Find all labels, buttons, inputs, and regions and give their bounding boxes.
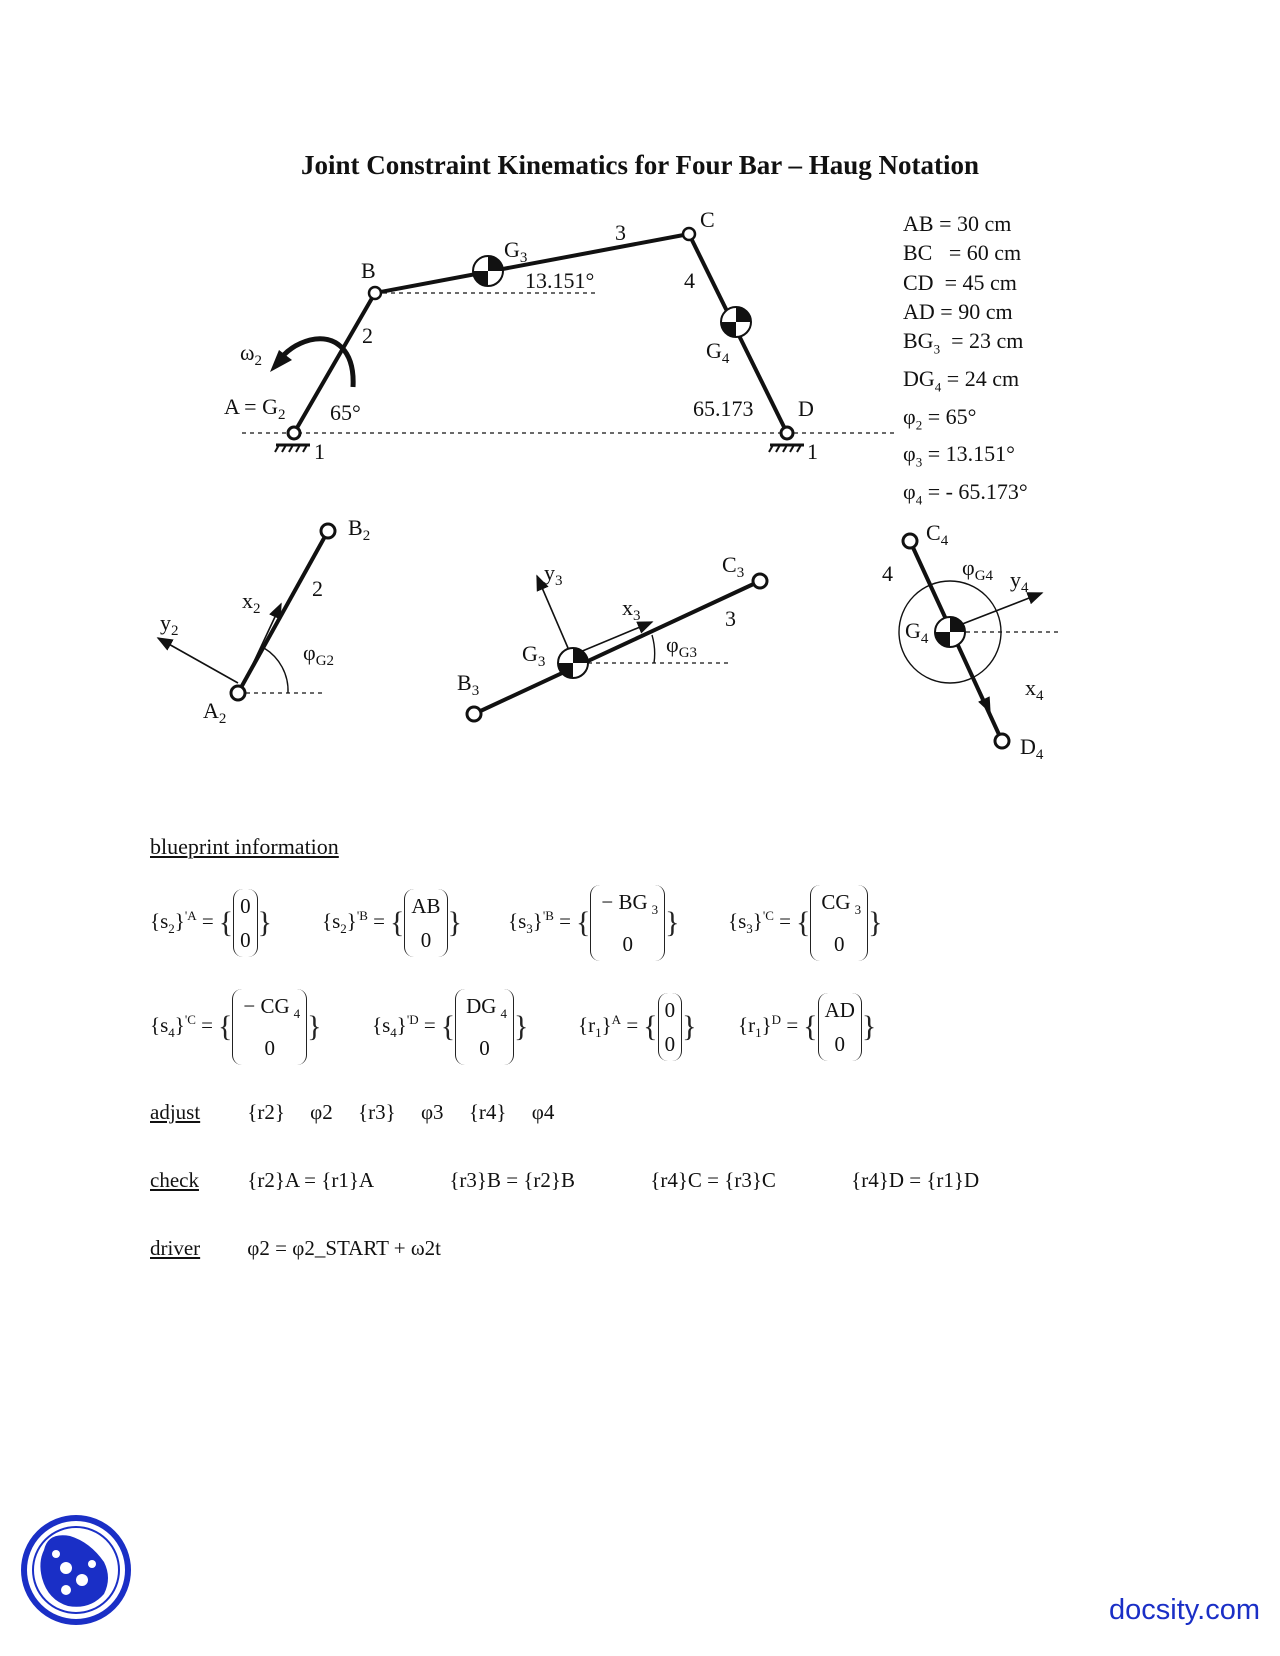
spec-dg4: $DG_4 = 24$ cm xyxy=(903,365,1020,395)
spec-ab: AB = 30 cm xyxy=(903,211,1012,236)
eq-s2-b: $\{s_2\}^{'B}$ = { AB 0 } xyxy=(322,888,462,958)
driver-heading: driver xyxy=(150,1236,201,1260)
driver-row xyxy=(150,1236,461,1261)
body-3-label-b: $B_3$ xyxy=(457,670,480,699)
label-omega: $\omega_2$ xyxy=(240,340,262,369)
body-4-y-axis xyxy=(952,593,1042,628)
label-ground-left: 1 xyxy=(314,439,325,464)
label-b: B xyxy=(361,258,376,283)
four-bar-linkage xyxy=(224,207,895,464)
page-title: Joint Constraint Kinematics for Four Bar – Haug Notation xyxy=(300,150,979,180)
body-4-label-phi: $\varphi_{G4}$ xyxy=(962,555,994,584)
body-4-joint-c xyxy=(903,534,917,548)
body-2-label-a: $A_2$ xyxy=(203,698,227,727)
body-4-cg-marker xyxy=(935,617,965,647)
ground-symbol-d xyxy=(769,445,804,452)
check-row xyxy=(150,1168,999,1193)
body-3-y-axis xyxy=(537,576,568,648)
body-4-joint-d xyxy=(995,734,1009,748)
spec-cd: CD = 45 cm xyxy=(903,269,1017,295)
label-link-2: 2 xyxy=(362,323,373,348)
blueprint-row-2 xyxy=(150,992,1150,1062)
blueprint-heading: blueprint information xyxy=(150,834,339,859)
check-item: {r2}A = {r1}A xyxy=(247,1168,375,1192)
adjust-heading: adjust xyxy=(150,1100,201,1124)
spec-bc: BC = 60 cm xyxy=(903,240,1022,266)
body-2-label-b: $B_2$ xyxy=(348,515,371,544)
label-d: D xyxy=(798,396,814,421)
label-ground-right: 1 xyxy=(807,439,818,464)
body-3-label-phi: $\varphi_{G3}$ xyxy=(666,632,698,661)
body-2-angle-arc xyxy=(264,648,288,693)
spec-phi3: $\varphi_3 = 13.151^\circ$ xyxy=(903,441,1015,470)
body-3-cg-marker xyxy=(558,648,588,678)
label-angle-d: 65.173 xyxy=(693,396,754,421)
body-2-label-phi: $\varphi_{G2}$ xyxy=(303,640,335,669)
spec-bg3: $BG_3 = 23$ cm xyxy=(903,328,1024,357)
joint-a xyxy=(288,427,300,439)
adjust-item: φ4 xyxy=(531,1100,555,1124)
check-item: {r4}D = {r1}D xyxy=(851,1168,980,1192)
adjust-row xyxy=(150,1100,574,1125)
label-c: C xyxy=(700,207,715,232)
ground-symbol-a xyxy=(275,445,310,452)
body-2-label-link: 2 xyxy=(312,576,323,601)
check-item: {r4}C = {r3}C xyxy=(650,1168,776,1192)
body-4-label-link: 4 xyxy=(882,561,893,586)
eq-r1-d: $\{r_1\}^D$ = { AD 0 } xyxy=(738,992,876,1062)
body-2-joint-b xyxy=(321,524,335,538)
adjust-item: {r4} xyxy=(468,1100,507,1124)
omega-arrow xyxy=(278,339,353,387)
body-3-label-g: $G_3$ xyxy=(522,641,546,670)
body-3-label-y: $y_3$ xyxy=(544,560,563,589)
eq-s3-c: $\{s_3\}^{'C}$ = { CG $_3$ 0 } xyxy=(728,888,882,958)
body-3-label-x: $x_3$ xyxy=(622,595,641,624)
body-4-label-c: $C_4$ xyxy=(926,520,949,549)
check-heading: check xyxy=(150,1168,199,1192)
spec-phi4: $\varphi_4$ = - 65.173° xyxy=(903,478,1028,508)
adjust-item: {r3} xyxy=(358,1100,396,1124)
brand-text[interactable]: docsity.com xyxy=(1109,1594,1260,1626)
blueprint-row-1 xyxy=(150,888,1150,958)
label-angle-bc: 13.151° xyxy=(525,268,595,293)
cg-marker-g4 xyxy=(721,307,751,337)
body-2-x-axis xyxy=(244,604,281,683)
body-4-diagram xyxy=(882,520,1058,763)
spec-ad: AD = 90 cm xyxy=(903,298,1013,324)
label-link-3: 3 xyxy=(615,220,626,245)
spec-list xyxy=(903,209,1028,515)
body-3-label-c: $C_3$ xyxy=(722,552,745,581)
spec-phi2: $\varphi_2 = 65^\circ$ xyxy=(903,403,977,432)
body-4-label-g: $G_4$ xyxy=(905,618,929,647)
adjust-item: φ3 xyxy=(420,1100,444,1124)
driver-equation: φ2 = φ2_START + ω2t xyxy=(247,1236,442,1260)
body-3-label-link: 3 xyxy=(725,606,736,631)
body-2-diagram xyxy=(158,515,370,727)
body-2-y-axis xyxy=(158,638,238,683)
body-3-link xyxy=(474,581,760,714)
body-3-joint-c xyxy=(753,574,767,588)
eq-r1-a: $\{r_1\}^A$ = { 0 0 } xyxy=(578,992,696,1062)
body-4-label-y: $y_4$ xyxy=(1010,567,1029,596)
joint-b xyxy=(369,287,381,299)
label-g4: $G_4$ xyxy=(706,338,730,367)
label-angle-a: 65° xyxy=(330,400,361,425)
joint-c xyxy=(683,228,695,240)
body-2-label-y: $y_2$ xyxy=(160,610,179,639)
body-4-label-d: $D_4$ xyxy=(1020,734,1044,763)
eq-s4-d: $\{s_4\}^{'D}$ = { DG $_4$ 0 } xyxy=(372,992,528,1062)
body-4-label-x: $x_4$ xyxy=(1025,675,1044,704)
body-2-label-x: $x_2$ xyxy=(242,588,261,617)
eq-s3-b: $\{s_3\}^{'B}$ = { − BG $_3$ 0 } xyxy=(508,888,680,958)
cg-marker-g3 xyxy=(473,256,503,286)
body-3-diagram xyxy=(457,552,767,721)
body-2-joint-a xyxy=(231,686,245,700)
linkage-diagrams xyxy=(0,0,1280,780)
eq-s4-c: $\{s_4\}^{'C}$ = { − CG $_4$ 0 } xyxy=(150,992,322,1062)
label-link-4: 4 xyxy=(684,268,695,293)
joint-d xyxy=(781,427,793,439)
label-a: $A = G_2$ xyxy=(224,394,286,423)
adjust-item: φ2 xyxy=(310,1100,333,1124)
check-item: {r3}B = {r2}B xyxy=(449,1168,575,1192)
body-3-angle-arc xyxy=(652,635,655,663)
body-3-joint-b xyxy=(467,707,481,721)
docsity-logo-icon xyxy=(20,1514,132,1626)
adjust-item: {r2} xyxy=(247,1100,285,1124)
eq-s2-a: $\{s_2\}^{'A}$ = { 0 0 } xyxy=(150,888,272,958)
body-4-x-axis xyxy=(958,644,990,712)
label-g3: $G_3$ xyxy=(504,237,528,266)
